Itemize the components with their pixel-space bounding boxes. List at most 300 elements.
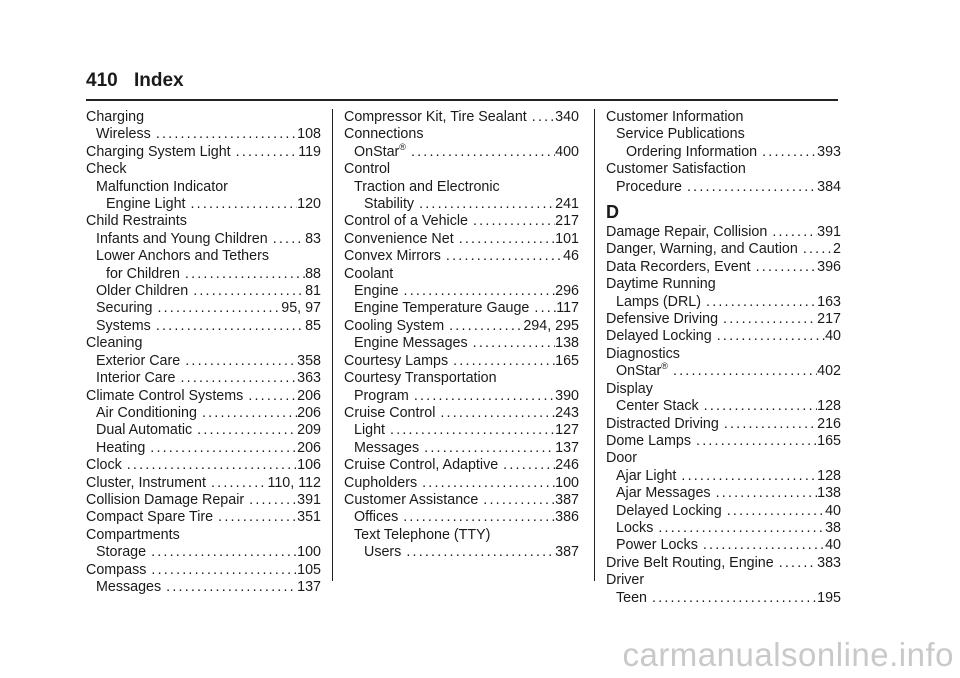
index-entry-text: Clock <box>86 457 122 474</box>
dot-leader <box>401 544 555 561</box>
index-entry-text: Check <box>86 161 127 178</box>
dot-leader <box>444 318 523 335</box>
index-entry-text: Customer Satisfaction <box>606 161 746 178</box>
page-number: 410 <box>86 70 118 91</box>
registered-mark: ® <box>661 361 668 372</box>
index-page-ref: 246 <box>555 457 579 474</box>
index-entry-text: OnStar <box>354 143 400 160</box>
index-entry <box>86 248 321 265</box>
index-page-ref: 46 <box>563 248 579 265</box>
index-entry-term <box>86 335 142 352</box>
index-entry-term <box>354 144 406 161</box>
index-entry-text: Damage Repair, Collision <box>606 224 768 241</box>
index-entry-text: Engine Messages <box>354 335 468 352</box>
index-entry-text: Convenience Net <box>344 230 454 247</box>
index-entry <box>344 544 579 561</box>
index-entry <box>344 109 579 126</box>
index-entry-term <box>86 213 187 230</box>
dot-leader <box>668 363 817 380</box>
index-entry-text: Messages <box>96 578 162 595</box>
index-entry <box>86 283 321 300</box>
index-entry <box>86 405 321 422</box>
index-page-ref: 2 <box>833 241 841 258</box>
index-page-ref: 390 <box>555 387 579 404</box>
index-entry <box>86 527 321 544</box>
dot-leader <box>722 503 825 520</box>
index-entry-term <box>344 248 441 265</box>
index-entry-text: Heating <box>96 439 146 456</box>
index-page-ref: 127 <box>555 422 579 439</box>
index-entry <box>606 363 841 380</box>
index-entry-term <box>606 259 751 276</box>
dot-leader <box>197 405 297 422</box>
index-entry <box>344 248 579 265</box>
dot-leader <box>180 266 305 283</box>
index-entry-term <box>86 492 244 509</box>
index-entry <box>344 126 579 143</box>
index-entry-text: Ordering Information <box>626 143 758 160</box>
index-entry-text: Lamps (DRL) <box>616 293 702 310</box>
index-entry-text: Compact Spare Tire <box>86 509 214 526</box>
index-page-ref: 391 <box>297 491 321 508</box>
index-entry-term <box>96 179 228 196</box>
index-page-ref: 216 <box>817 415 841 432</box>
index-entry <box>86 161 321 178</box>
index-page-ref: 83 <box>305 230 321 247</box>
index-entry-text: Lower Anchors and Tethers <box>96 248 269 265</box>
index-entry-term <box>344 353 448 370</box>
index-entry <box>606 416 841 433</box>
index-entry-text: Engine Light <box>106 196 186 213</box>
index-entry-text: Traction and Electronic <box>354 178 500 195</box>
index-entry <box>606 241 841 258</box>
index-entry-text: Teen <box>616 589 648 606</box>
dot-leader <box>712 328 825 345</box>
index-page-ref: 363 <box>297 370 321 387</box>
index-entry-text: Diagnostics <box>606 345 680 362</box>
index-entry <box>86 562 321 579</box>
index-entry-term <box>344 318 444 335</box>
index-entry <box>344 161 579 178</box>
dot-leader <box>711 485 818 502</box>
index-entry-term <box>606 311 718 328</box>
index-page-ref: 387 <box>555 491 579 508</box>
index-entry <box>344 457 579 474</box>
index-page-ref: 243 <box>555 404 579 421</box>
index-entry-text: Power Locks <box>616 537 698 554</box>
index-entry <box>86 196 321 213</box>
index-entry <box>606 468 841 485</box>
index-entry-term <box>364 544 401 561</box>
index-entry-term <box>106 266 180 283</box>
index-entry <box>86 509 321 526</box>
index-entry-term <box>606 241 798 258</box>
index-section-letter: D <box>606 202 619 223</box>
index-entry-text: Courtesy Transportation <box>344 370 497 387</box>
index-entry-term <box>86 144 231 161</box>
dot-leader <box>441 248 563 265</box>
index-entry-term <box>86 509 213 526</box>
dot-leader <box>188 283 305 300</box>
column-divider <box>594 109 595 581</box>
index-entry-term <box>626 144 757 161</box>
index-page-ref: 195 <box>817 589 841 606</box>
index-entry-text: Driver <box>606 572 645 589</box>
index-entry-term <box>344 457 498 474</box>
index-entry-text: Locks <box>616 519 654 536</box>
index-entry-text: Courtesy Lamps <box>344 352 449 369</box>
index-entry-text: Compressor Kit, Tire Sealant <box>344 109 527 125</box>
index-entry-text: Service Publications <box>616 126 745 143</box>
index-entry <box>86 457 321 474</box>
index-entry <box>606 294 841 311</box>
index-entry-term <box>344 492 478 509</box>
index-entry <box>344 196 579 213</box>
index-entry-term <box>354 335 468 352</box>
dot-leader <box>180 353 297 370</box>
index-entry-term <box>606 555 774 572</box>
index-entry-term <box>344 213 468 230</box>
index-entry-text: Cleaning <box>86 335 143 352</box>
registered-mark: ® <box>399 142 406 153</box>
index-page-ref: 85 <box>305 317 321 334</box>
index-entry-text: Data Recorders, Event <box>606 258 751 275</box>
index-page-ref: 81 <box>305 283 321 300</box>
dot-leader <box>122 457 297 474</box>
dot-leader <box>701 294 817 311</box>
index-entry-term <box>344 266 393 283</box>
index-entry-term <box>96 248 269 265</box>
index-entry-text: Ajar Light <box>616 467 677 484</box>
index-page-ref: 351 <box>297 509 321 526</box>
index-page-ref: 110, 112 <box>267 474 321 491</box>
index-entry-term <box>354 509 398 526</box>
index-entry <box>606 537 841 554</box>
dot-leader <box>399 283 556 300</box>
index-page-ref: 100 <box>297 544 321 561</box>
dot-leader <box>145 440 297 457</box>
index-entry <box>606 224 841 241</box>
dot-leader <box>757 144 817 161</box>
index-entry-term <box>86 388 243 405</box>
index-page-ref: 206 <box>297 404 321 421</box>
page-title: Index <box>134 70 184 91</box>
index-page-ref: 40 <box>825 502 841 519</box>
index-column-3 <box>606 109 841 607</box>
index-entry-term <box>606 381 653 398</box>
index-entry <box>344 527 579 544</box>
index-entry-text: Danger, Warning, and Caution <box>606 241 798 258</box>
index-entry-term <box>606 346 680 363</box>
index-page-ref: 296 <box>555 283 579 300</box>
dot-leader <box>498 457 555 474</box>
index-entry <box>344 440 579 457</box>
index-entry-term <box>86 161 127 178</box>
index-entry-text: OnStar <box>616 363 662 380</box>
index-entry-term <box>354 388 409 405</box>
dot-leader <box>719 416 817 433</box>
index-entry-text: Distracted Driving <box>606 415 719 432</box>
index-entry <box>344 475 579 492</box>
index-page-ref: 137 <box>297 578 321 595</box>
index-entry-term <box>96 579 161 596</box>
index-entry-text: Customer Assistance <box>344 491 479 508</box>
index-entry-text: Cluster, Instrument <box>86 474 206 491</box>
index-entry-term <box>86 457 122 474</box>
index-column-2 <box>344 109 579 562</box>
index-entry-text: Coolant <box>344 265 394 282</box>
index-page-ref: 120 <box>297 196 321 213</box>
index-entry-term <box>354 300 529 317</box>
index-entry-term <box>606 109 743 126</box>
dot-leader <box>419 440 555 457</box>
index-entry-text: Daytime Running <box>606 276 716 293</box>
index-entry <box>344 492 579 509</box>
index-entry-term <box>616 590 647 607</box>
index-entry-text: Display <box>606 380 653 397</box>
index-entry-term <box>86 475 206 492</box>
index-entry-term <box>354 527 490 544</box>
index-page-ref: 40 <box>825 537 841 554</box>
index-entry-text: Child Restraints <box>86 213 187 230</box>
index-entry-text: Ajar Messages <box>616 485 711 502</box>
index-entry <box>606 381 841 398</box>
index-entry-text: Compartments <box>86 526 180 543</box>
index-entry-term <box>354 440 419 457</box>
index-entry-text: Collision Damage Repair <box>86 491 245 508</box>
column-divider <box>332 109 333 581</box>
index-entry-text: Cruise Control <box>344 404 436 421</box>
index-entry <box>344 509 579 526</box>
index-page-ref: 206 <box>297 387 321 404</box>
index-page-ref: 165 <box>817 432 841 449</box>
index-entry <box>86 422 321 439</box>
index-page-ref: 393 <box>817 143 841 160</box>
index-entry-text: Engine Temperature Gauge <box>354 300 530 317</box>
index-entry <box>606 179 841 196</box>
index-entry-term <box>616 363 668 380</box>
index-page-ref: 38 <box>825 519 841 536</box>
dot-leader <box>231 144 299 161</box>
index-entry <box>344 370 579 387</box>
index-entry <box>86 300 321 317</box>
index-entry-text: Charging <box>86 109 145 125</box>
index-entry <box>606 450 841 467</box>
watermark: carmanualsonline.info <box>622 636 954 673</box>
index-entry-term <box>606 276 716 293</box>
index-entry-term <box>344 126 423 143</box>
index-entry <box>344 353 579 370</box>
index-entry-term <box>616 468 676 485</box>
index-entry-term <box>606 416 719 433</box>
index-entry-text: Text Telephone (TTY) <box>354 526 491 543</box>
index-page-ref: 396 <box>817 258 841 275</box>
index-page-ref: 217 <box>555 213 579 230</box>
index-entry-text: Delayed Locking <box>616 502 722 519</box>
index-entry-term <box>344 370 497 387</box>
index-page-ref: 137 <box>555 439 579 456</box>
dot-leader <box>767 224 817 241</box>
dot-leader <box>243 388 297 405</box>
index-entry <box>344 144 579 161</box>
index-entry-term <box>606 572 644 589</box>
dot-leader <box>676 468 817 485</box>
index-entry <box>606 433 841 450</box>
index-entry-term <box>344 231 454 248</box>
index-entry <box>86 440 321 457</box>
index-entry <box>86 318 321 335</box>
dot-leader <box>435 405 555 422</box>
index-page-ref: 106 <box>297 457 321 474</box>
index-entry <box>606 144 841 161</box>
dot-leader <box>718 311 817 328</box>
index-entry <box>86 492 321 509</box>
index-entry <box>606 126 841 143</box>
index-page-ref: 95, 97 <box>281 300 321 317</box>
index-entry-text: Air Conditioning <box>96 404 197 421</box>
dot-leader <box>146 544 297 561</box>
index-page-ref: 387 <box>555 544 579 561</box>
index-page-ref: 206 <box>297 439 321 456</box>
index-entry-text: Cupholders <box>344 474 418 491</box>
index-entry <box>86 475 321 492</box>
index-column-1 <box>86 109 321 596</box>
dot-leader <box>798 241 833 258</box>
dot-leader <box>244 492 297 509</box>
dot-leader <box>691 433 817 450</box>
index-entry-term <box>606 328 712 345</box>
index-page-ref: 138 <box>555 335 579 352</box>
index-entry <box>606 346 841 363</box>
index-entry-term <box>616 398 699 415</box>
index-entry <box>86 126 321 143</box>
index-entry-term <box>606 161 746 178</box>
index-page-ref: 165 <box>555 352 579 369</box>
index-entry-term <box>96 422 192 439</box>
index-entry <box>344 231 579 248</box>
index-entry-text: Defensive Driving <box>606 311 719 328</box>
dot-leader <box>409 388 555 405</box>
index-entry-term <box>344 405 435 422</box>
index-entry <box>606 161 841 178</box>
index-page-ref: 391 <box>817 224 841 241</box>
index-entry <box>344 179 579 196</box>
index-page-ref: 386 <box>555 509 579 526</box>
dot-leader <box>699 398 818 415</box>
index-entry-term <box>606 224 767 241</box>
index-entry <box>86 231 321 248</box>
index-entry-text: Interior Care <box>96 370 176 387</box>
index-entry-term <box>616 179 682 196</box>
index-entry <box>344 213 579 230</box>
index-entry-term <box>616 537 698 554</box>
dot-leader <box>213 509 297 526</box>
index-entry-text: Older Children <box>96 283 189 300</box>
index-entry-term <box>616 485 711 502</box>
index-entry-text: Control <box>344 161 391 178</box>
index-entry <box>86 353 321 370</box>
dot-leader <box>448 353 555 370</box>
index-entry <box>344 335 579 352</box>
dot-leader <box>398 509 555 526</box>
index-entry-term <box>96 370 175 387</box>
index-entry-term <box>86 562 146 579</box>
dot-leader <box>175 370 297 387</box>
page-header <box>86 70 184 92</box>
index-page-ref: 117 <box>556 300 579 317</box>
index-entry <box>86 370 321 387</box>
index-entry-text: Door <box>606 450 637 467</box>
index-entry-text: Infants and Young Children <box>96 230 268 247</box>
index-entry <box>606 311 841 328</box>
index-entry-term <box>96 353 180 370</box>
index-page-ref: 241 <box>555 196 579 213</box>
dot-leader <box>682 179 817 196</box>
index-page-ref: 358 <box>297 352 321 369</box>
dot-leader <box>152 300 281 317</box>
index-entry-text: Charging System Light <box>86 143 231 160</box>
index-entry-text: Procedure <box>616 178 682 195</box>
index-entry <box>606 398 841 415</box>
dot-leader <box>151 318 305 335</box>
index-entry-text: Drive Belt Routing, Engine <box>606 554 774 571</box>
index-entry-term <box>616 503 722 520</box>
index-page-ref: 217 <box>817 311 841 328</box>
index-entry-text: Systems <box>96 317 151 334</box>
index-page-ref: 209 <box>297 422 321 439</box>
dot-leader <box>268 231 305 248</box>
index-entry-term <box>616 520 653 537</box>
dot-leader <box>647 590 817 607</box>
dot-leader <box>774 555 817 572</box>
index-entry <box>86 179 321 196</box>
dot-leader <box>454 231 555 248</box>
index-entry-term <box>86 109 144 126</box>
index-entry-term <box>344 161 390 178</box>
index-entry-term <box>86 527 180 544</box>
dot-leader <box>751 259 818 276</box>
dot-leader <box>406 144 555 161</box>
index-page-ref: 119 <box>298 143 321 160</box>
dot-leader <box>206 475 267 492</box>
index-page-ref: 163 <box>817 293 841 310</box>
index-entry-term <box>96 126 151 143</box>
index-entry-text: Control of a Vehicle <box>344 213 468 230</box>
index-entry <box>344 422 579 439</box>
index-entry-text: Storage <box>96 544 147 561</box>
index-page-ref: 294, 295 <box>523 317 579 334</box>
index-page-ref: 138 <box>817 485 841 502</box>
index-page-ref: 88 <box>305 265 321 282</box>
dot-leader <box>527 109 555 126</box>
index-entry-text: Wireless <box>96 126 151 143</box>
index-entry <box>86 213 321 230</box>
index-entry <box>606 328 841 345</box>
index-entry-text: Center Stack <box>616 398 699 415</box>
index-entry-text: Securing <box>96 300 153 317</box>
index-entry <box>606 109 841 126</box>
index-entry-term <box>606 433 691 450</box>
index-entry <box>606 485 841 502</box>
index-entry-term <box>354 283 399 300</box>
index-entry <box>344 388 579 405</box>
index-entry-term <box>96 231 268 248</box>
index-entry-term <box>96 283 188 300</box>
dot-leader <box>417 475 555 492</box>
index-entry <box>344 300 579 317</box>
index-entry <box>86 144 321 161</box>
index-entry-text: Dual Automatic <box>96 422 193 439</box>
